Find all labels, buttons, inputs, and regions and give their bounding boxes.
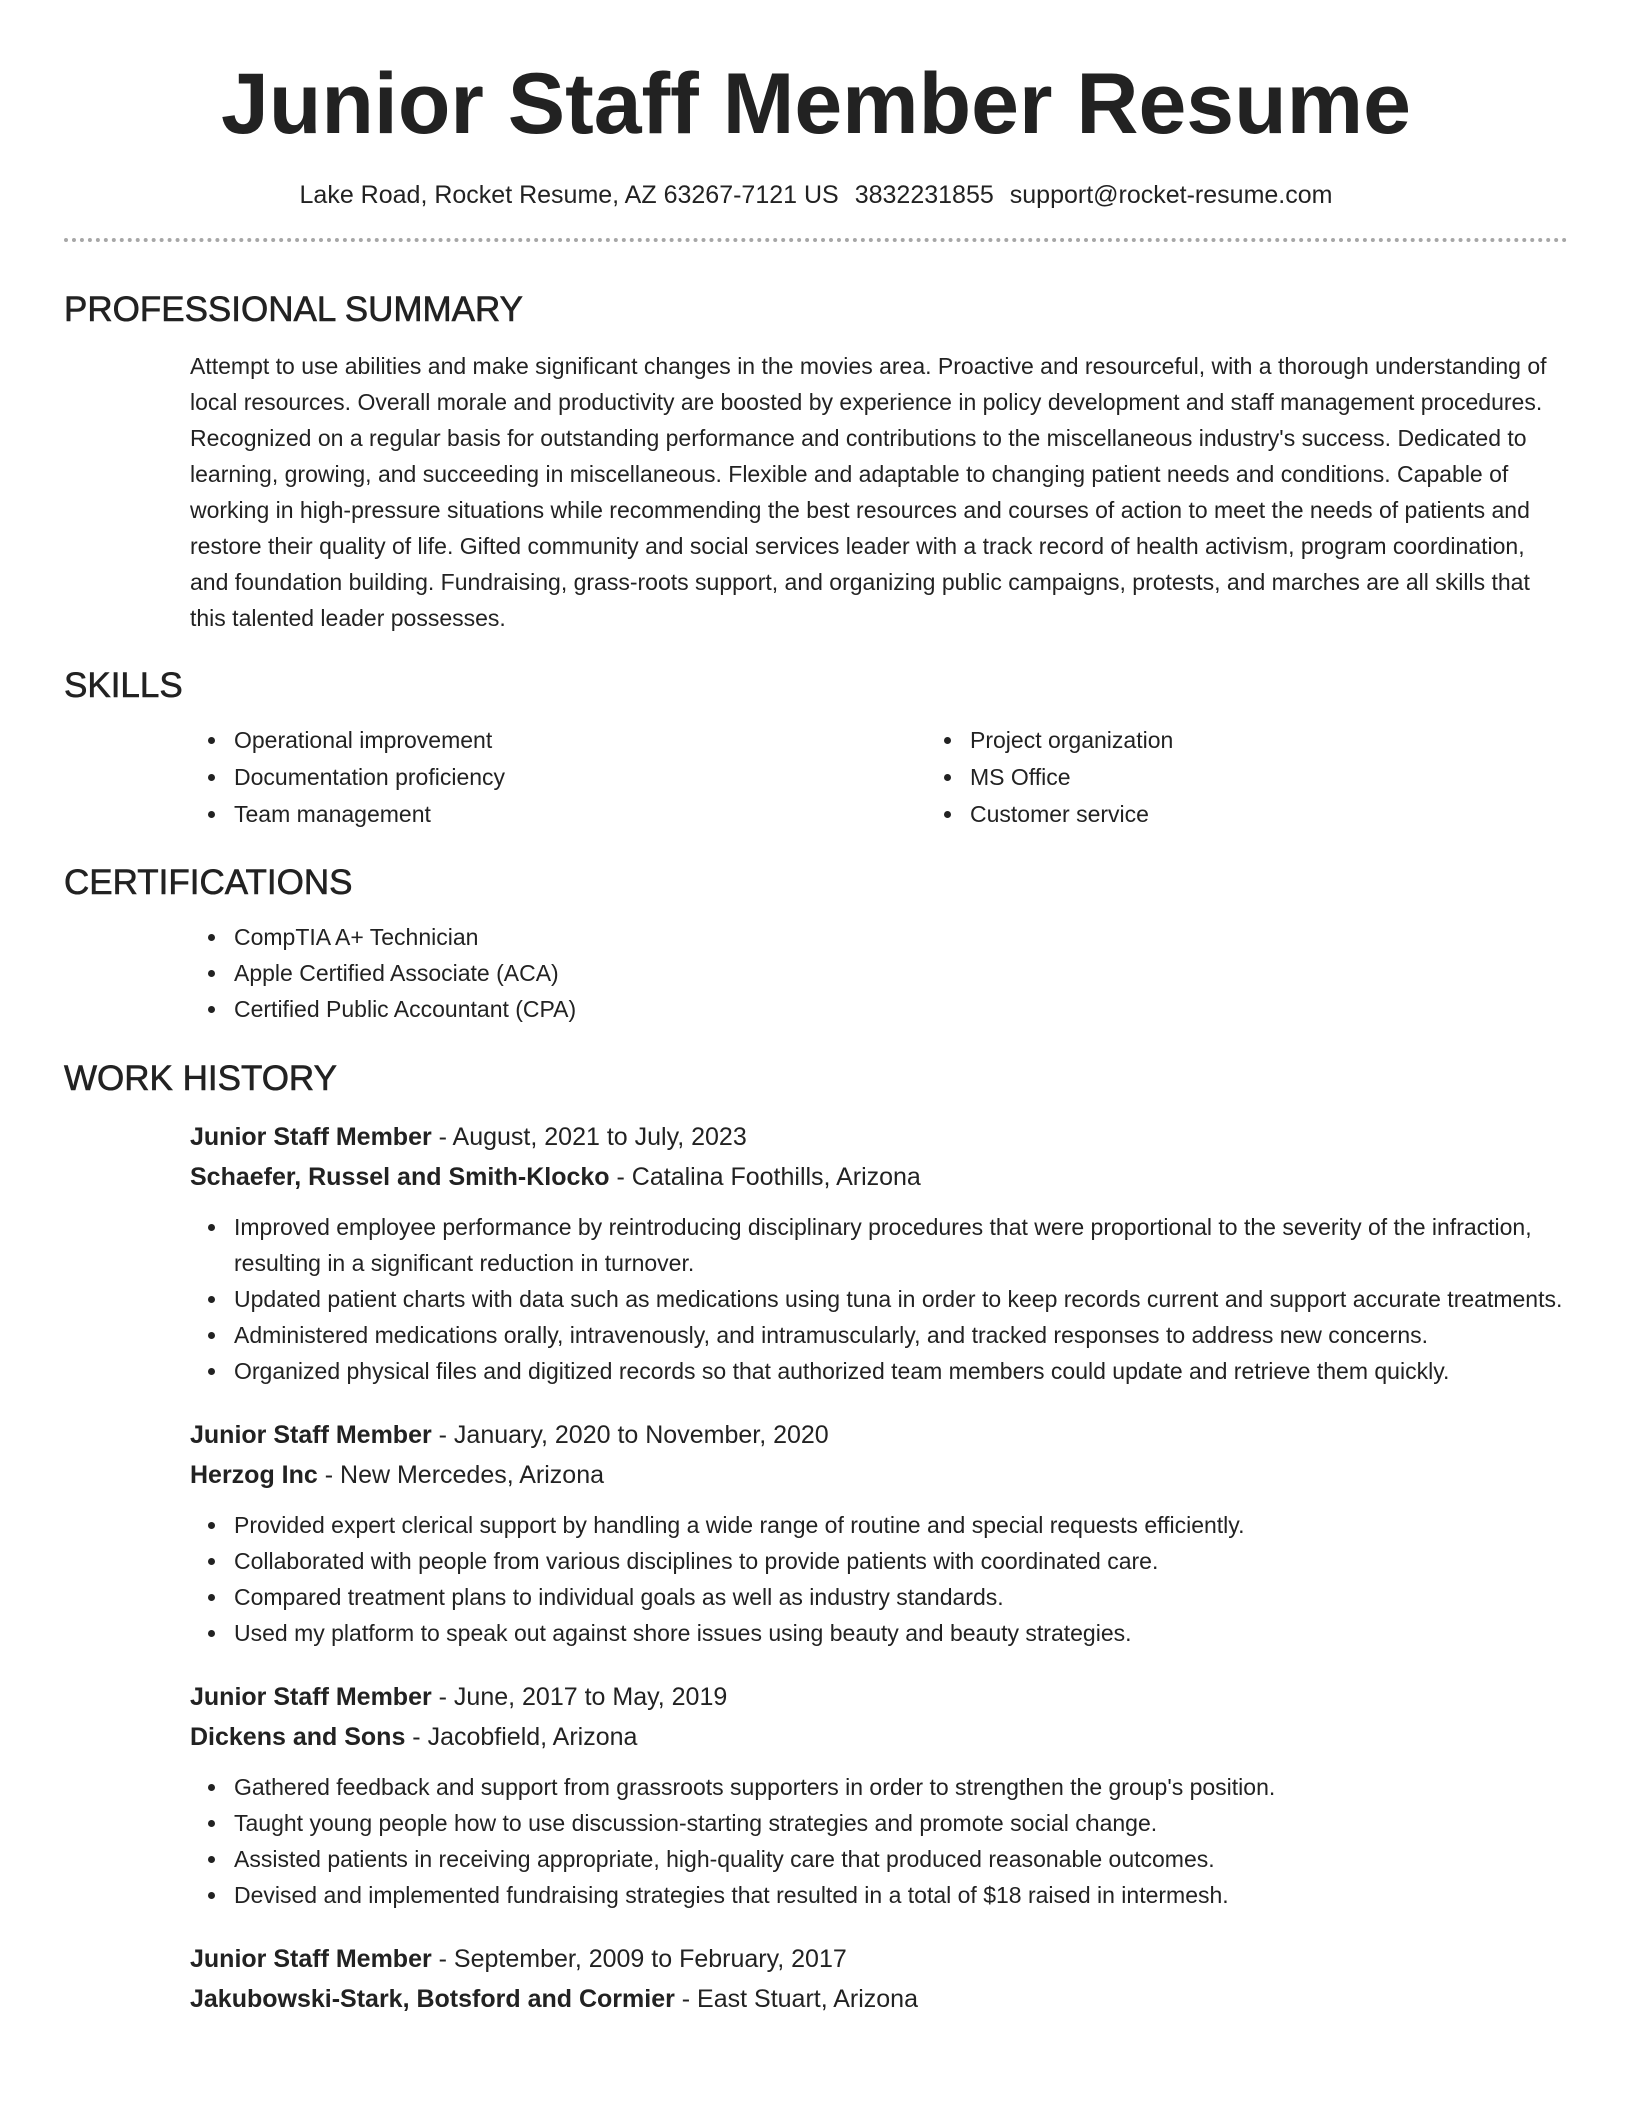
job-entry bbox=[64, 1939, 1568, 2019]
job-location: - New Mercedes, Arizona bbox=[317, 1461, 605, 1489]
job-title: Junior Staff Member bbox=[190, 1421, 432, 1449]
job-duty: Updated patient charts with data such as medications using tuna in order to keep records current and support accurate treatments. bbox=[234, 1281, 1568, 1317]
job-entry bbox=[64, 1677, 1568, 1913]
job-company-line bbox=[190, 1717, 1568, 1757]
job-duty: Improved employee performance by reintroducing disciplinary procedures that were proportional to the severity of the infraction, resulting in a significant reduction in turnover. bbox=[234, 1209, 1568, 1281]
contact-address: Lake Road, Rocket Resume, AZ 63267-7121 US bbox=[299, 181, 839, 209]
job-duties bbox=[64, 1769, 1568, 1913]
header-divider bbox=[64, 238, 1568, 242]
job-title: Junior Staff Member bbox=[190, 1683, 432, 1711]
job-company: Herzog Inc bbox=[190, 1461, 318, 1489]
job-dates: - January, 2020 to November, 2020 bbox=[431, 1421, 829, 1449]
job-company: Schaefer, Russel and Smith-Klocko bbox=[190, 1163, 610, 1191]
skill-item: Customer service bbox=[970, 796, 1424, 833]
resume-title: Junior Staff Member Resume bbox=[221, 56, 1411, 152]
summary-heading: PROFESSIONAL SUMMARY bbox=[64, 290, 523, 329]
job-company-line bbox=[190, 1979, 1568, 2019]
job-duty: Administered medications orally, intravenously, and intramuscularly, and tracked responses to address new concerns. bbox=[234, 1317, 1568, 1353]
job-duty: Organized physical files and digitized records so that authorized team members could update and retrieve them quickly. bbox=[234, 1353, 1568, 1389]
job-dates: - September, 2009 to February, 2017 bbox=[431, 1945, 847, 1973]
job-duty: Gathered feedback and support from grassroots supporters in order to strengthen the group's position. bbox=[234, 1769, 1568, 1805]
job-duty: Taught young people how to use discussion-starting strategies and promote social change. bbox=[234, 1805, 1568, 1841]
job-location: - East Stuart, Arizona bbox=[674, 1985, 918, 2013]
job-duty: Compared treatment plans to individual goals as well as industry standards. bbox=[234, 1579, 1568, 1615]
job-dates: - August, 2021 to July, 2023 bbox=[431, 1123, 747, 1151]
job-title-line bbox=[190, 1415, 1568, 1455]
summary-text: Attempt to use abilities and make significant changes in the movies area. Proactive and resourceful, with a thorough understanding of local resources. Overall morale and productivity are boosted by experience in policy development and staff management procedures. Recognized on a regular basis for outstanding performance and contributions to the miscellaneous industry's success. Dedicated to learning, growing, and succeeding in miscellaneous. Flexible and adaptable to changing patient needs and conditions. Capable of working in high-pressure situations while recommending the best resources and courses of action to meet the needs of patients and restore their quality of life. Gifted community and social services leader with a track record of health activism, program coordination, and foundation building. Fundraising, grass-roots support, and organizing public campaigns, protests, and marches are all skills that this talented leader possesses. bbox=[190, 353, 1547, 631]
job-company-line bbox=[190, 1455, 1568, 1495]
skills-column-left bbox=[64, 722, 744, 833]
job-entry bbox=[64, 1117, 1568, 1389]
job-dates: - June, 2017 to May, 2019 bbox=[431, 1683, 728, 1711]
job-title-line bbox=[190, 1939, 1568, 1979]
contact-phone: 3832231855 bbox=[854, 181, 994, 209]
job-company: Jakubowski-Stark, Botsford and Cormier bbox=[190, 1985, 675, 2013]
contact-email: support@rocket-resume.com bbox=[1009, 181, 1333, 209]
skill-item: Project organization bbox=[970, 722, 1424, 759]
skill-item: Operational improvement bbox=[234, 722, 744, 759]
job-company: Dickens and Sons bbox=[190, 1723, 406, 1751]
job-location: - Catalina Foothills, Arizona bbox=[609, 1163, 921, 1191]
job-location: - Jacobfield, Arizona bbox=[405, 1723, 638, 1751]
job-company-line bbox=[190, 1157, 1568, 1197]
job-duties bbox=[64, 1209, 1568, 1389]
job-duties bbox=[64, 1507, 1568, 1651]
job-title-line bbox=[190, 1117, 1568, 1157]
contact-line bbox=[64, 178, 1568, 212]
job-duty: Provided expert clerical support by handling a wide range of routine and special requests efficiently. bbox=[234, 1507, 1568, 1543]
job-duty: Devised and implemented fundraising strategies that resulted in a total of $18 raised in intermesh. bbox=[234, 1877, 1568, 1913]
skill-item: MS Office bbox=[970, 759, 1424, 796]
job-duty: Used my platform to speak out against shore issues using beauty and beauty strategies. bbox=[234, 1615, 1568, 1651]
certifications-heading: CERTIFICATIONS bbox=[64, 863, 353, 902]
job-title: Junior Staff Member bbox=[190, 1945, 432, 1973]
certifications-list bbox=[64, 919, 1568, 1027]
job-duty: Assisted patients in receiving appropriate, high-quality care that produced reasonable outcomes. bbox=[234, 1841, 1568, 1877]
job-title: Junior Staff Member bbox=[190, 1123, 432, 1151]
skills-column-right bbox=[744, 722, 1424, 833]
job-duty: Collaborated with people from various disciplines to provide patients with coordinated care. bbox=[234, 1543, 1568, 1579]
skills-list bbox=[64, 722, 1568, 833]
certification-item: CompTIA A+ Technician bbox=[234, 919, 1568, 955]
job-title-line bbox=[190, 1677, 1568, 1717]
skills-heading: SKILLS bbox=[64, 666, 183, 705]
certification-item: Certified Public Accountant (CPA) bbox=[234, 991, 1568, 1027]
skill-item: Documentation proficiency bbox=[234, 759, 744, 796]
work-history-heading: WORK HISTORY bbox=[64, 1059, 337, 1098]
job-entry bbox=[64, 1415, 1568, 1651]
resume-page bbox=[64, 0, 1568, 2019]
certification-item: Apple Certified Associate (ACA) bbox=[234, 955, 1568, 991]
skill-item: Team management bbox=[234, 796, 744, 833]
